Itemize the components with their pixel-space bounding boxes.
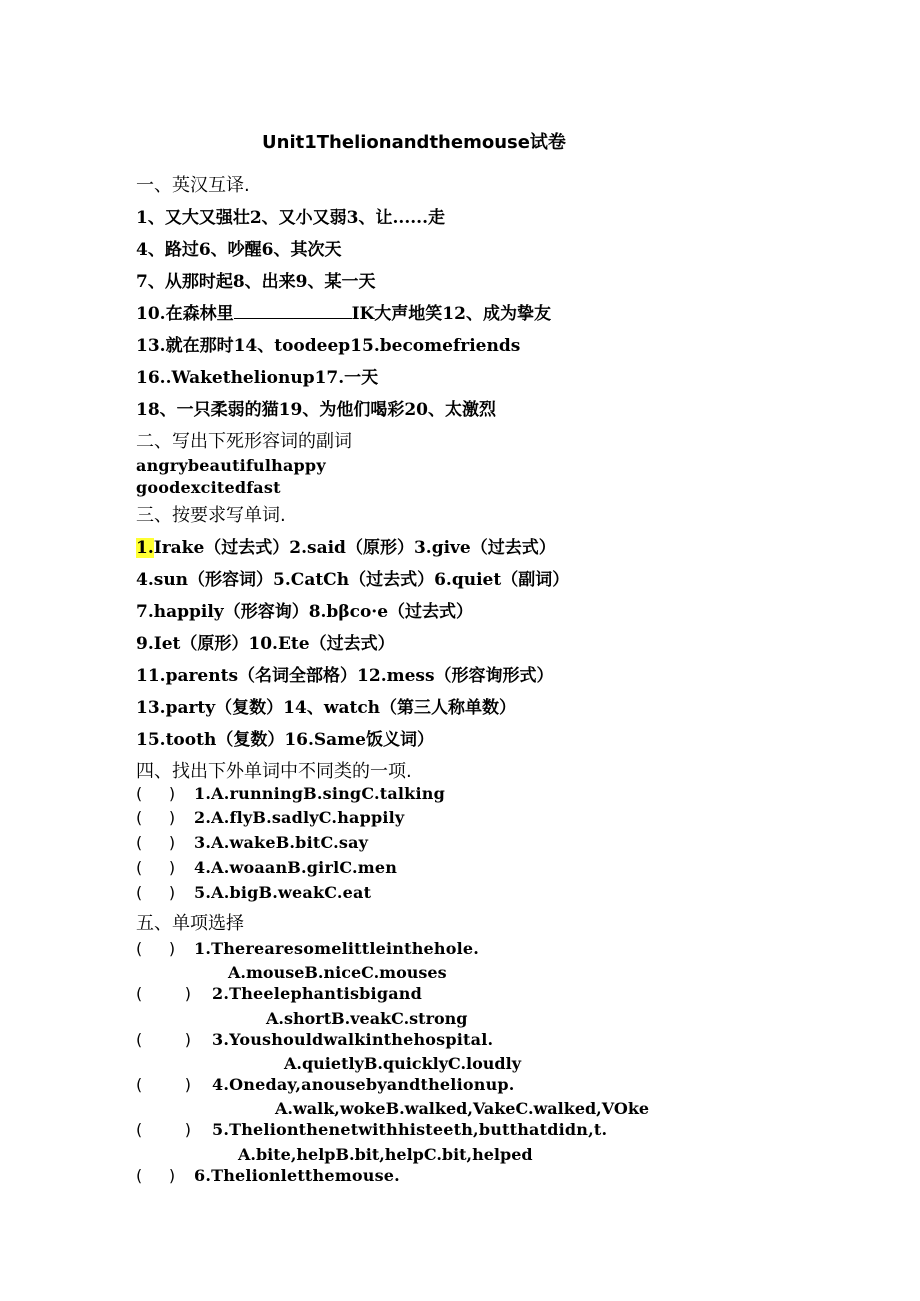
section5-options: A.bite,helpB.bit,helpC.bit,helped: [238, 1145, 533, 1164]
line10-prefix: 10.在森林里: [136, 304, 234, 324]
section5-options: A.walk,wokeB.walked,VakeC.walked,VOke: [275, 1099, 650, 1118]
section1-line-1: 1、又大又强壮2、又小又弱3、让......走: [136, 208, 445, 228]
section5-question: [136, 1166, 400, 1186]
answer-paren[interactable]: ( ): [136, 858, 176, 877]
section4-item: [136, 833, 368, 853]
page-title: Unit1Thelionandthemouse试卷: [262, 132, 566, 153]
section3-line-4: 9.Iet（原形）10.Ete（过去式）: [136, 634, 395, 654]
question-text: 3.A.wakeB.bitC.say: [194, 833, 369, 852]
section1-line-7: 18、一只柔弱的猫19、为他们喝彩20、太激烈: [136, 400, 496, 420]
section2-heading: 二、写出下死形容词的副词: [136, 431, 352, 452]
section1-line-2: 4、路过6、吵醒6、其次天: [136, 240, 342, 260]
section3-line-1: [136, 536, 556, 560]
section4-item: [136, 883, 371, 903]
question-text: 6.Thelionletthemouse.: [194, 1166, 400, 1185]
answer-blank[interactable]: [234, 302, 352, 319]
section1-heading: 一、英汉互译.: [136, 175, 250, 196]
section1-line-6: 16..Wakethelionup17.一天: [136, 368, 379, 388]
answer-paren[interactable]: ( ): [136, 984, 192, 1003]
answer-paren[interactable]: ( ): [136, 784, 176, 803]
section5-options: A.shortB.veakC.strong: [266, 1009, 468, 1028]
answer-paren[interactable]: ( ): [136, 939, 176, 958]
section5-question: [136, 1030, 493, 1050]
answer-paren[interactable]: ( ): [136, 1166, 176, 1185]
answer-paren[interactable]: ( ): [136, 883, 176, 902]
question-text: 2.Theelephantisbigand: [212, 984, 422, 1003]
section5-heading: 五、单项选择: [136, 913, 244, 934]
section3-line-1-text: Irake（过去式）2.said（原形）3.give（过去式）: [153, 538, 556, 558]
question-text: 4.Oneday,anousebyandthelionup.: [212, 1075, 515, 1094]
question-text: 5.Thelionthenetwithhisteeth,butthatdidn,t.: [212, 1120, 608, 1139]
answer-paren[interactable]: ( ): [136, 1120, 192, 1139]
question-text: 1.Therearesomelittleinthehole.: [194, 939, 480, 958]
section1-line-4: [136, 302, 551, 326]
section4-item: [136, 808, 404, 828]
section3-heading: 三、按要求写单词.: [136, 505, 286, 526]
section4-item: [136, 784, 445, 804]
highlighted-number: 1.: [136, 538, 154, 558]
section4-item: [136, 858, 397, 878]
answer-paren[interactable]: ( ): [136, 1075, 192, 1094]
section5-options: A.mouseB.niceC.mouses: [228, 963, 447, 982]
section1-line-5: 13.就在那时14、toodeep15.becomefriends: [136, 336, 521, 356]
section5-question: [136, 984, 422, 1004]
question-text: 3.Youshouldwalkinthehospital.: [212, 1030, 494, 1049]
section3-line-6: 13.party（复数）14、watch（第三人称单数）: [136, 698, 517, 718]
section5-question: [136, 939, 479, 959]
section3-line-2: 4.sun（形容词）5.CatCh（过去式）6.quiet（副词）: [136, 570, 570, 590]
question-text: 2.A.flyB.sadlyC.happily: [194, 808, 405, 827]
section3-line-5: 11.parents（名词全部格）12.mess（形容询形式）: [136, 666, 554, 686]
section1-line-3: 7、从那时起8、出来9、某一天: [136, 272, 376, 292]
answer-paren[interactable]: ( ): [136, 833, 176, 852]
section4-heading: 四、找出下外单词中不同类的一项.: [136, 761, 412, 782]
question-text: 5.A.bigB.weakC.eat: [194, 883, 372, 902]
section2-row-1: angrybeautifulhappy: [136, 456, 326, 475]
question-text: 1.A.runningB.singC.talking: [194, 784, 445, 803]
question-text: 4.A.woaanB.girlC.men: [194, 858, 398, 877]
section5-question: [136, 1120, 607, 1140]
section2-row-2: goodexcitedfast: [136, 478, 281, 497]
section5-question: [136, 1075, 515, 1095]
answer-paren[interactable]: ( ): [136, 1030, 192, 1049]
section5-options: A.quietlyB.quicklyC.loudly: [284, 1054, 521, 1073]
section3-line-3: 7.happily（形容询）8.bβco·e（过去式）: [136, 602, 474, 622]
answer-paren[interactable]: ( ): [136, 808, 176, 827]
line10-suffix: IK大声地笑12、成为挚友: [351, 304, 551, 324]
section3-line-7: 15.tooth（复数）16.Same饭义词）: [136, 730, 434, 750]
